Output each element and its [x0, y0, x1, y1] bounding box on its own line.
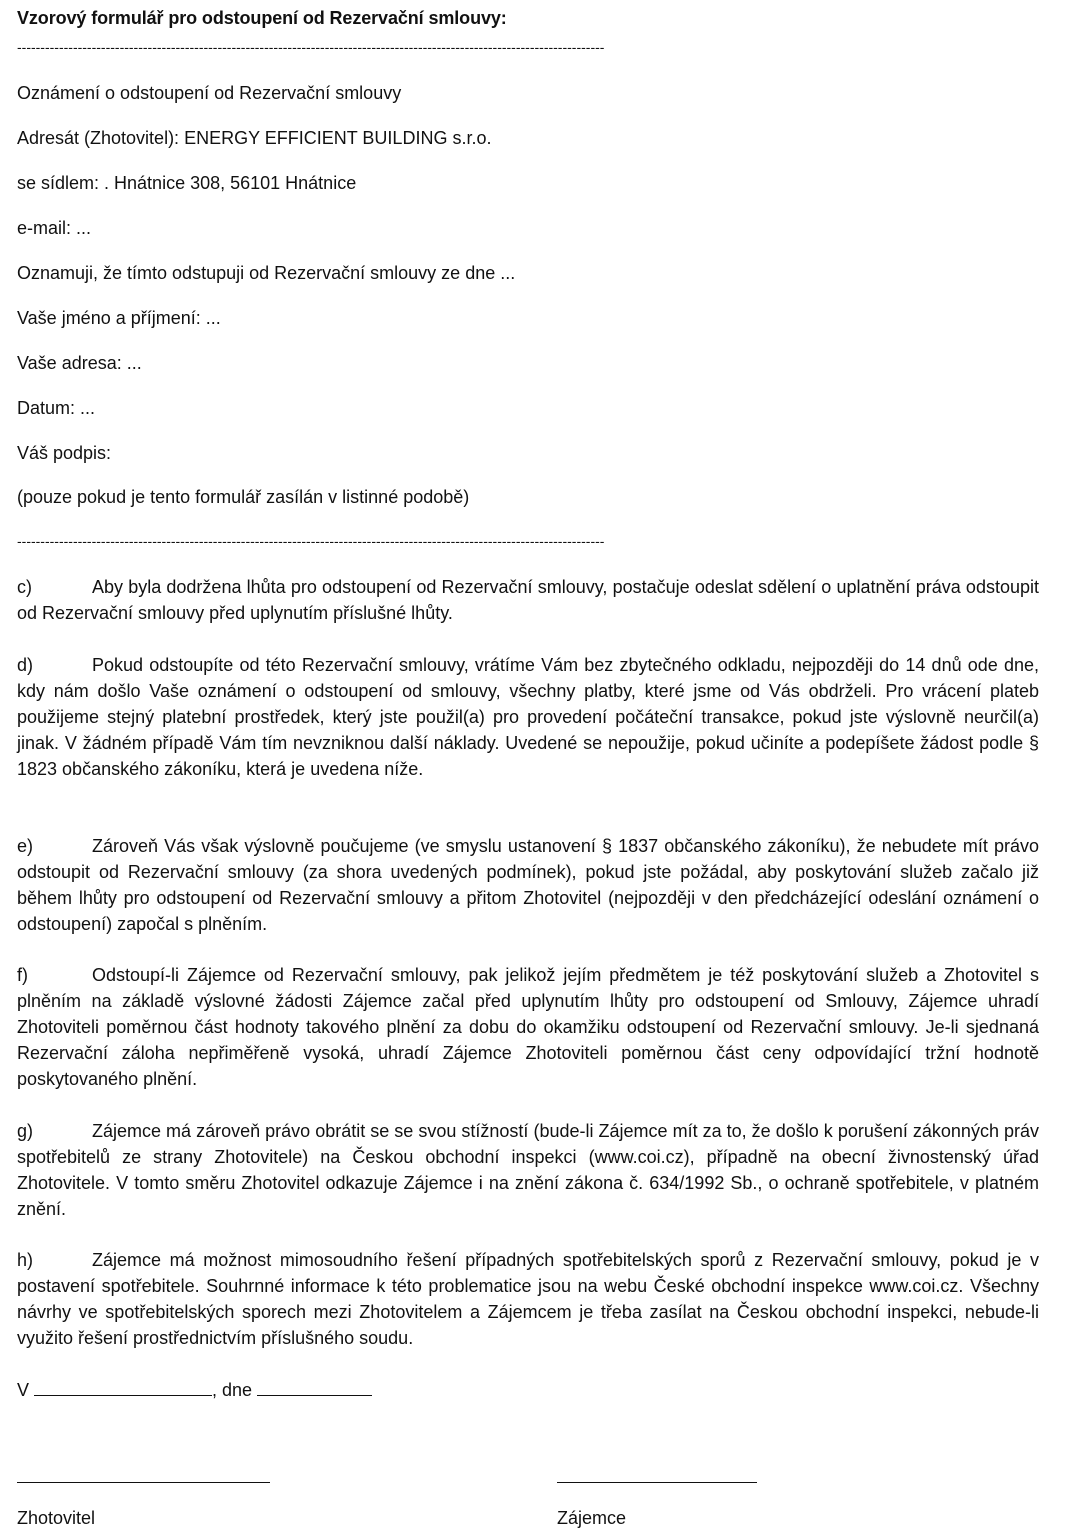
paragraph-letter: d): [17, 655, 34, 675]
field-note: (pouze pokud je tento formulář zasílán v listinné podobě): [17, 487, 470, 507]
field-email: e-mail: ...: [17, 218, 92, 238]
paragraph-e: [17, 833, 1039, 937]
paragraph-text: Odstoupí-li Zájemce od Rezervační smlouvy, pak jelikož jejím předmětem je též poskytování služeb a Zhotovitel s plněním na základě výslovné žádosti Zájemce začal před uplynutím lhůty pro odstoupení od Smlouvy, Zájemce uhradí Zhotoviteli poměrnou část hodnoty takového plnění za dobu do okamžiku odstoupení od Rezervační smlouvy. Je-li sjednaná Rezervační záloha nepřiměřeně vysoká, uhradí Zájemce Zhotoviteli poměrnou část ceny odpovídající tržní hodnotě poskytovaného plnění.: [17, 965, 1039, 1089]
place-date-line: [17, 1379, 372, 1401]
field-addressee: Adresát (Zhotovitel): ENERGY EFFICIENT BUILDING s.r.o.: [17, 128, 492, 148]
paragraph-text: Pokud odstoupíte od této Rezervační smlouvy, vrátíme Vám bez zbytečného odkladu, nejpozději do 14 dnů ode dne, kdy nám došlo Vaše oznámení o odstoupení od smlouvy, všechny platby, které jsme od Vás obdrželi. Pro vrácení plateb použijeme stejný platební prostředek, který jste použil(a) pro provedení počáteční transakce, pokud jste výslovně neurčil(a) jinak. V žádném případě Vám tím nevzniknou další náklady. Uvedené se nepoužije, pokud učiníte a podepíšete žádost podle § 1823 občanského zákoníku, která je uvedena níže.: [17, 655, 1039, 779]
paragraph-h: [17, 1247, 1039, 1351]
paragraph-f: [17, 962, 1039, 1092]
separator-top: ------------------------------------------------------------------------------------------------------------------------------: [17, 40, 605, 54]
paragraph-c: [17, 574, 1039, 626]
signature-label-right: Zájemce: [557, 1508, 627, 1528]
paragraph-letter: e): [17, 836, 34, 856]
signature-label-left: Zhotovitel: [17, 1508, 96, 1528]
paragraph-d: [17, 652, 1039, 782]
paragraph-letter: g): [17, 1121, 34, 1141]
field-name: Vaše jméno a příjmení: ...: [17, 308, 221, 328]
date-blank[interactable]: [257, 1379, 372, 1396]
paragraph-letter: c): [17, 577, 32, 597]
separator-bottom: ------------------------------------------------------------------------------------------------------------------------------: [17, 534, 605, 548]
paragraph-letter: h): [17, 1250, 34, 1270]
paragraph-text: Aby byla dodržena lhůta pro odstoupení od Rezervační smlouvy, postačuje odeslat sdělení o uplatnění práva odstoupit od Rezervační smlouvy před uplynutím příslušné lhůty.: [17, 577, 1039, 623]
paragraph-text: Zájemce má zároveň právo obrátit se se svou stížností (bude-li Zájemce mít za to, že došlo k porušení zákonných práv spotřebitelů ze strany Zhotovitele) na Českou obchodní inspekci (www.coi.cz), případně na obecní živnostenský úřad Zhotovitele. V tomto směru Zhotovitel odkazuje Zájemce i na znění zákona č. 634/1992 Sb., o ochraně spotřebitele, v platném znění.: [17, 1121, 1039, 1219]
signature-line-left[interactable]: [17, 1482, 270, 1483]
field-notice: Oznámení o odstoupení od Rezervační smlouvy: [17, 83, 402, 103]
field-signature: Váš podpis:: [17, 443, 112, 463]
paragraph-text: Zájemce má možnost mimosoudního řešení případných spotřebitelských sporů z Rezervační smlouvy, pokud je v postavení spotřebitele. Souhrnné informace k této problematice jsou na webu České obchodní inspekce www.coi.cz. Všechny návrhy ve spotřebitelských sporech mezi Zhotovitelem a Zájemcem je třeba zasílat na Českou obchodní inspekci, nebude-li využito řešení prostřednictvím příslušného soudu.: [17, 1250, 1039, 1348]
field-date: Datum: ...: [17, 398, 96, 418]
signature-line-right[interactable]: [557, 1482, 757, 1483]
paragraph-letter: f): [17, 965, 28, 985]
form-title: Vzorový formulář pro odstoupení od Rezervační smlouvy:: [17, 8, 507, 28]
paragraph-text: Zároveň Vás však výslovně poučujeme (ve smyslu ustanovení § 1837 občanského zákoníku), že nebudete mít právo odstoupit od Rezervační smlouvy (za shora uvedených podmínek), pokud jste požádal, aby poskytování služeb začalo již během lhůty pro odstoupení od Rezervační smlouvy a přitom Zhotovitel (nejpozději v den předcházející odeslání oznámení o odstoupení) započal s plněním.: [17, 836, 1039, 934]
date-prefix: , dne: [212, 1380, 253, 1400]
field-address: Vaše adresa: ...: [17, 353, 142, 373]
paragraph-g: [17, 1118, 1039, 1222]
field-seat: se sídlem: . Hnátnice 308, 56101 Hnátnice: [17, 173, 357, 193]
place-prefix: V: [17, 1380, 30, 1400]
field-declaration: Oznamuji, že tímto odstupuji od Rezervační smlouvy ze dne ...: [17, 263, 516, 283]
place-blank[interactable]: [34, 1379, 212, 1396]
